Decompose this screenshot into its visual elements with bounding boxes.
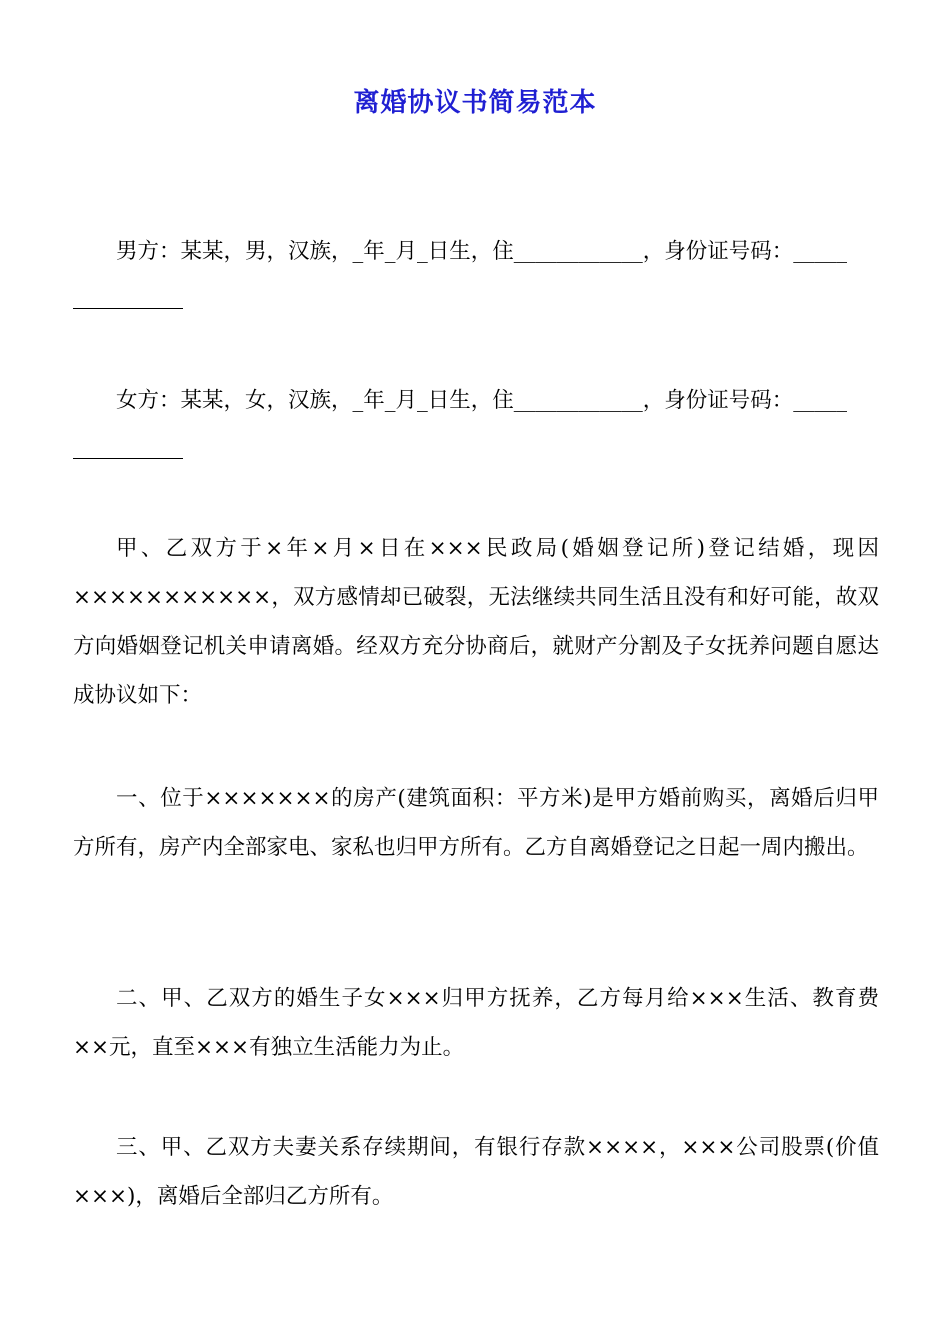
- paragraph-clause-3: 三、甲、乙双方夫妻关系存续期间，有银行存款××××，×××公司股票(价值×××)，离婚后全部归乙方所有。: [73, 1135, 879, 1209]
- id-number-underline-female: [73, 458, 183, 459]
- id-number-underline-male: [73, 308, 183, 309]
- document-title: 离婚协议书简易范本: [353, 88, 597, 118]
- paragraph-female-party: 女方：某某，女，汉族，_年_月_日生，住____________，身份证号码：_____: [116, 388, 848, 413]
- paragraph-marriage-statement: 甲、乙双方于×年×月×日在×××民政局(婚姻登记所)登记结婚，现因×××××××××××，双方感情却已破裂，无法继续共同生活且没有和好可能，故双方向婚姻登记机关申请离婚。经双方充分协商后，就财产分割及子女抚养问题自愿达成协议如下：: [73, 536, 879, 708]
- paragraph-male-party: 男方：某某，男，汉族，_年_月_日生，住____________，身份证号码：_____: [116, 239, 848, 264]
- paragraph-clause-2: 二、甲、乙双方的婚生子女×××归甲方抚养，乙方每月给×××生活、教育费××元，直至×××有独立生活能力为止。: [73, 986, 879, 1060]
- paragraph-clause-1: 一、位于×××××××的房产(建筑面积：平方米)是甲方婚前购买，离婚后归甲方所有，房产内全部家电、家私也归甲方所有。乙方自离婚登记之日起一周内搬出。: [73, 786, 879, 860]
